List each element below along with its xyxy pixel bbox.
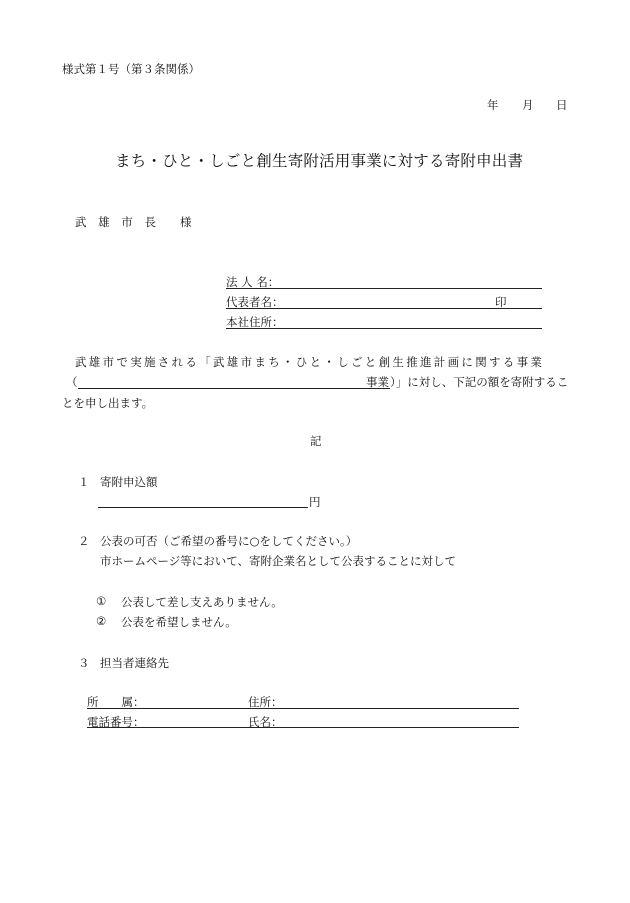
corp-name-label: 法 人 名： [226,275,280,289]
section3-label: 担当者連絡先 [100,656,169,670]
project-name-line[interactable] [78,388,390,389]
section1-number: １ [78,475,90,489]
addressee-honorific: 様 [180,215,192,229]
option-2-mark[interactable]: ② [96,614,107,628]
section3-number: ３ [78,656,90,670]
body-open-paren: （ [66,375,78,389]
corp-name-line[interactable] [226,288,542,289]
body-line-2-rest: ）」に対し、下記の額を寄附するこ [390,375,569,389]
address-line[interactable] [226,328,542,329]
ki-marker: 記 [310,434,322,448]
section2-label: 公表の可否（ご希望の番号に○をしてください。） [100,534,358,548]
phone-name-line[interactable] [87,727,519,728]
date-day-label: 日 [556,98,568,112]
address-label: 本社住所： [226,315,284,329]
rep-name-line[interactable] [226,308,542,309]
option-1-mark[interactable]: ① [96,594,107,608]
contact-address-label: 住所： [248,695,283,709]
date-month-label: 月 [522,98,534,112]
rep-name-label: 代表者名： [226,295,284,309]
section1-label: 寄附申込額 [100,475,158,489]
section2-sub: 市ホームページ等において、寄附企業名として公表することに対して [100,554,457,568]
date-year-label: 年 [487,98,499,112]
phone-label: 電話番号： [87,715,145,729]
body-line-3: とを申し出ます。 [62,396,154,410]
option-1-text: 公表して差し支えありません。 [121,595,283,609]
section1-unit: 円 [309,495,321,509]
form-number: 様式第１号（第３条関係） [62,62,200,76]
seal-mark: 印 [495,295,507,309]
section2-number: ２ [78,534,90,548]
body-line-1: 武雄市で実施される「武雄市まち・ひと・しごと創生推進計画に関する事業 [75,355,545,369]
dept-address-line[interactable] [87,708,519,709]
option-2-text: 公表を希望しません。 [121,615,237,629]
contact-name-label: 氏名： [248,715,283,729]
donation-amount-line[interactable] [98,507,308,508]
dept-label: 所 属： [87,695,145,709]
addressee-name: 武 雄 市 長 [75,215,160,229]
page-title: まち・ひと・しごと創生寄附活用事業に対する寄附申出書 [115,152,524,170]
body-jigyo: 事業 [366,375,389,389]
